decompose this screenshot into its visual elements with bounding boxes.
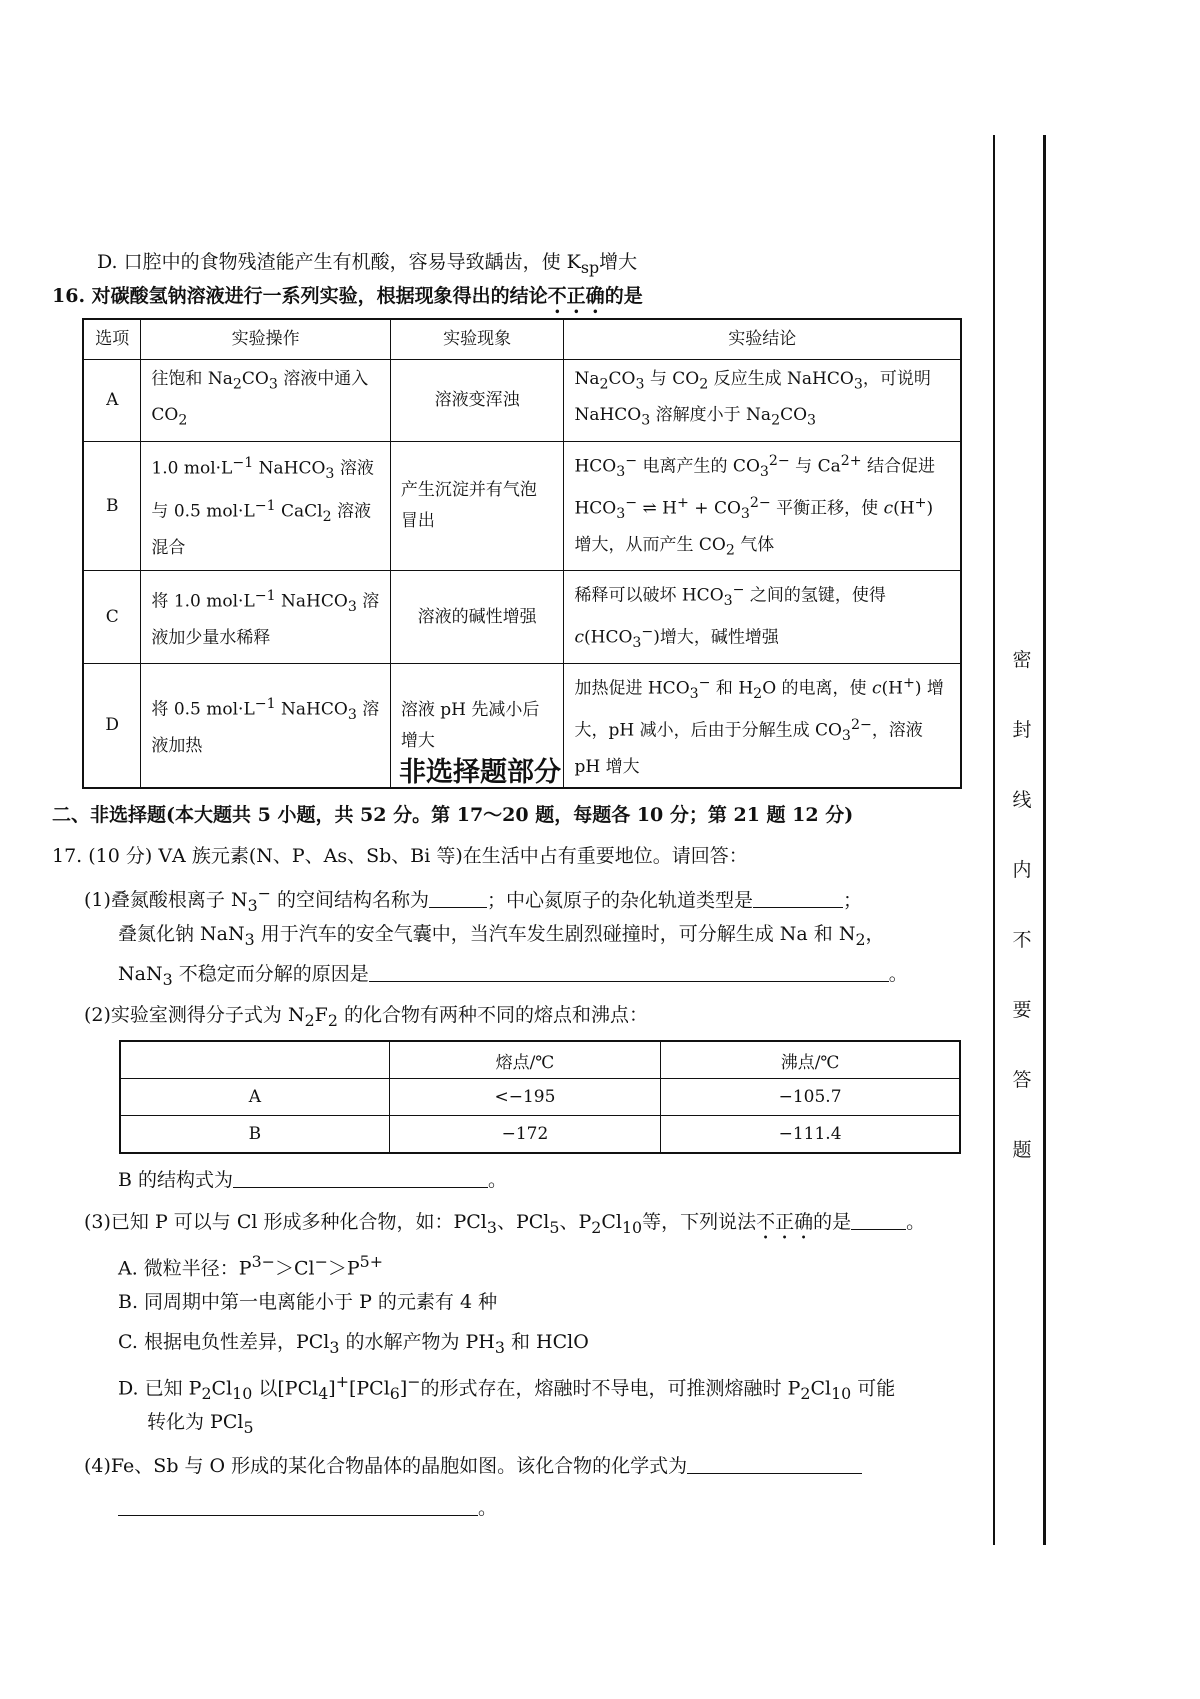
seal-char: 答 — [1012, 1069, 1032, 1091]
conclusion-cell: 稀释可以破坏 $HCO_3^-$ 之间的氢键，使得 $c(HCO_3^-)$增大，碱性增强 — [564, 571, 961, 664]
q17-part3-option-a: A. 微粒半径：$P^{3-}>Cl^->P^{5+}$ — [118, 1252, 383, 1280]
table-header-cell: 选项 — [83, 319, 141, 360]
operation-cell: 往饱和 $Na_2CO_3$ 溶液中通入 $CO_2$ — [141, 360, 390, 442]
answer-blank[interactable] — [429, 887, 487, 908]
q17-part2-question: B 的结构式为 。 — [118, 1169, 508, 1191]
table-row — [120, 1079, 960, 1116]
table-header-cell: 实验结论 — [564, 319, 961, 360]
q17-part3-stem: (3)已知 P 可以与 Cl 形成多种化合物，如：PCl$_3$、PCl$_5$、$P_2Cl_{10}$等，下列说法不正确的是 。 — [84, 1211, 926, 1237]
phenomenon-cell: 溶液的碱性增强 — [390, 571, 564, 664]
conclusion-cell: $HCO_3^-$ 电离产生的 $CO_3^{2-}$ 与 $Ca^{2+}$ 结合促进 $HCO_3^-$ ⇌ $H^+ + CO_3^{2-}$ 平衡正移，使 c(H+) 增大，从而产生 $CO_2$ 气体 — [564, 441, 961, 570]
seal-line-left — [993, 135, 995, 1545]
q17-part1-line1: (1)叠氮酸根离子 $N_3^-$ 的空间结构名称为 ；中心氮原子的杂化轨道类型是 ； — [84, 884, 863, 916]
operation-cell: 1.0 $mol\cdot L^{-1}$ NaHCO$_3$ 溶液与 0.5 $mol\cdot L^{-1}$ CaCl$_2$ 溶液混合 — [141, 441, 390, 570]
q16-table — [82, 318, 962, 789]
q17-part1-line2: 叠氮化钠 NaN$_3$ 用于汽车的安全气囊中，当汽车发生剧烈碰撞时，可分解生成 Na 和 $N_2$， — [118, 923, 885, 949]
conclusion-cell: $Na_2CO_3$ 与 $CO_2$ 反应生成 NaHCO$_3$，可说明 NaHCO$_3$ 溶解度小于 $Na_2CO_3$ — [564, 360, 961, 442]
option-cell: A — [83, 360, 141, 442]
seal-char: 题 — [1012, 1139, 1032, 1161]
q17-part4-line2: 。 — [118, 1494, 497, 1522]
option-cell: B — [83, 441, 141, 570]
table-header — [120, 1041, 960, 1079]
table-row — [83, 441, 961, 570]
q17-stem: 17. (10 分) ⅤA 族元素(N、P、As、Sb、Bi 等)在生活中占有重要地位。请回答： — [52, 845, 748, 867]
table-row — [83, 360, 961, 442]
part2-header: 二、非选择题(本大题共 5 小题，共 52 分。第 17～20 题，每题各 10 分；第 21 题 12 分) — [52, 804, 854, 826]
phenomenon-cell: 溶液变浑浊 — [390, 360, 564, 442]
table-cell: B — [120, 1116, 389, 1154]
seal-char: 封 — [1012, 719, 1032, 741]
section-title: 非选择题部分 — [399, 757, 561, 788]
melting-boiling-table — [119, 1040, 961, 1154]
phenomenon-cell: 溶液 pH 先减小后增大 — [390, 664, 564, 789]
table-header-cell: 熔点/℃ — [389, 1041, 660, 1079]
phenomenon-cell: 产生沉淀并有气泡冒出 — [390, 441, 564, 570]
operation-cell: 将 0.5 $mol\cdot L^{-1}$ NaHCO$_3$ 溶液加热 — [141, 664, 390, 789]
table-cell: −172 — [389, 1116, 660, 1154]
option-cell: C — [83, 571, 141, 664]
seal-char: 不 — [1012, 929, 1032, 951]
table-header-cell: 实验操作 — [141, 319, 390, 360]
table-header-cell: 沸点/℃ — [661, 1041, 960, 1079]
q16-table-header — [83, 319, 961, 360]
table-row — [83, 571, 961, 664]
table-header-cell: 实验现象 — [390, 319, 564, 360]
conclusion-cell: 加热促进 $HCO_3^-$ 和 $H_2O$ 的电离，使 c(H+) 增大，pH 减小，后由于分解生成 $CO_3^{2-}$，溶液 pH 增大 — [564, 664, 961, 789]
seal-char: 密 — [1012, 649, 1032, 671]
seal-char: 内 — [1012, 859, 1032, 881]
answer-blank[interactable] — [753, 887, 843, 908]
operation-cell: 将 1.0 $mol\cdot L^{-1}$ NaHCO$_3$ 溶液加少量水稀释 — [141, 571, 390, 664]
table-cell: −111.4 — [661, 1116, 960, 1154]
q17-part3-option-d-cont: 转化为 PCl$_5$ — [147, 1411, 254, 1437]
option-cell: D — [83, 664, 141, 789]
seal-line-right — [1043, 135, 1046, 1545]
answer-blank[interactable] — [369, 961, 889, 982]
q17-part3-emphasis: 不正确 — [756, 1211, 814, 1233]
table-cell: −105.7 — [661, 1079, 960, 1116]
q16-emphasis: 不正确 — [547, 285, 605, 307]
q17-part4-line1: (4)Fe、Sb 与 O 形成的某化合物晶体的晶胞如图。该化合物的化学式为 — [84, 1452, 862, 1480]
answer-blank[interactable] — [118, 1495, 478, 1516]
table-header-cell — [120, 1041, 389, 1079]
q17-part1-line3: NaN$_3$ 不稳定而分解的原因是 。 — [118, 963, 908, 989]
table-cell: A — [120, 1079, 389, 1116]
q15-option-d: D. 口腔中的食物残渣能产生有机酸，容易导致龋齿，使 $K_{sp}$增大 — [97, 251, 638, 277]
seal-char: 线 — [1012, 789, 1032, 811]
q16-stem: 16. 对碳酸氢钠溶液进行一系列实验，根据现象得出的结论不正确的是 — [52, 285, 643, 307]
q17-part3-option-c: C. 根据电负性差异，PCl$_3$ 的水解产物为 $PH_3$ 和 HClO — [118, 1331, 589, 1357]
answer-blank[interactable] — [851, 1209, 906, 1230]
q17-part3-option-d: D. 已知 $P_2Cl_{10}$ 以[PCl$_4$]+[PCl$_6$]−的形式存在，熔融时不导电，可推测熔融时 $P_2Cl_{10}$ 可能 — [118, 1372, 896, 1404]
answer-blank[interactable] — [687, 1453, 862, 1474]
q17-part3-option-b: B. 同周期中第一电离能小于 P 的元素有 4 种 — [118, 1291, 498, 1313]
seal-char: 要 — [1012, 999, 1032, 1021]
answer-blank[interactable] — [233, 1167, 488, 1188]
q17-part2-stem: (2)实验室测得分子式为 $N_2F_2$ 的化合物有两种不同的熔点和沸点： — [84, 1004, 648, 1030]
table-cell: <−195 — [389, 1079, 660, 1116]
table-row — [120, 1116, 960, 1154]
